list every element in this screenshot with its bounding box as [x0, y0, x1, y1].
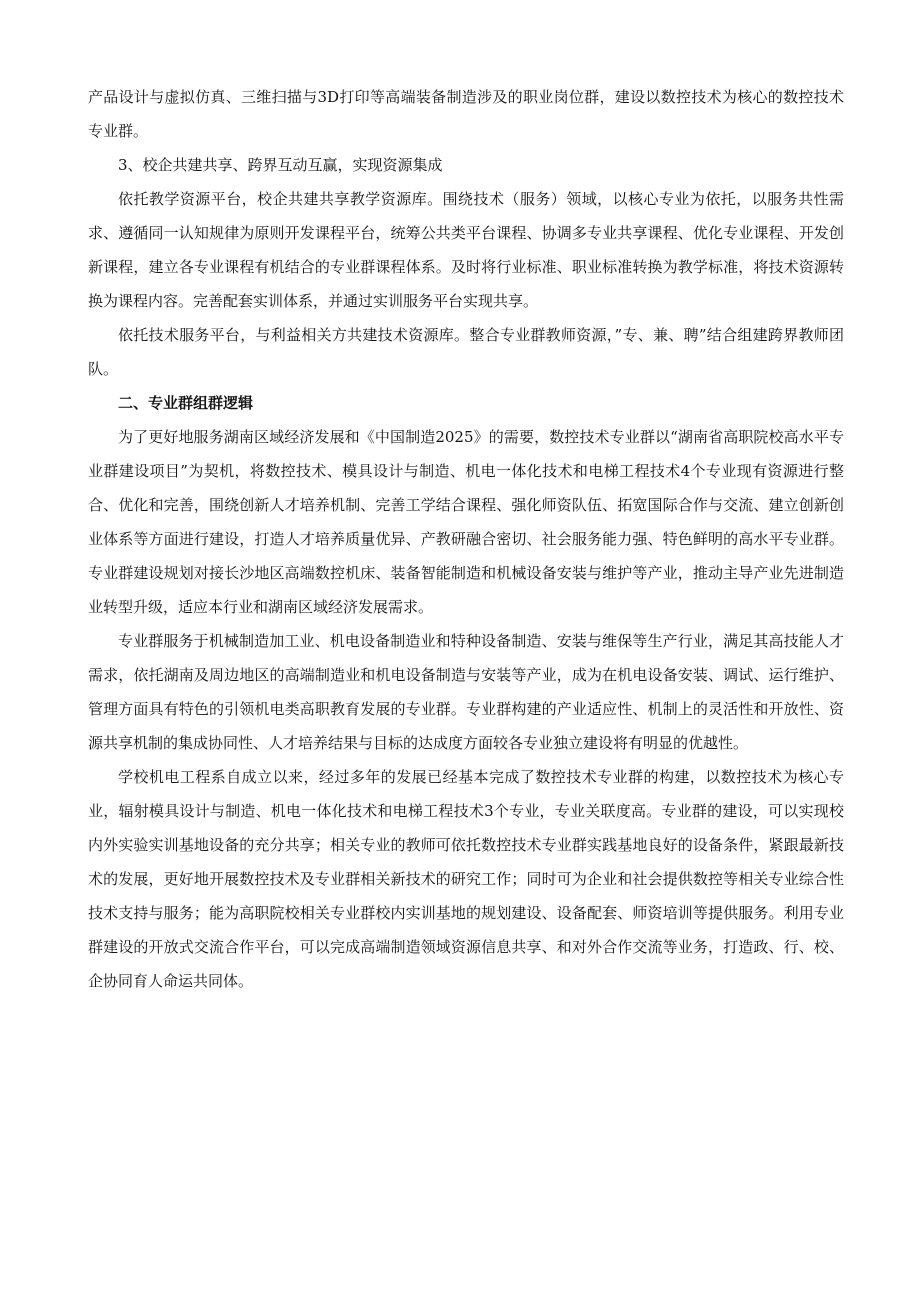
paragraph-teaching-resources: 依托教学资源平台，校企共建共享教学资源库。围绕技术（服务）领域，以核心专业为依托，以服务共性需求、遵循同一认知规律为原则开发课程平台，统筹公共类平台课程、协调多专业共享课程、优化专业课程、开发创新课程，建立各专业课程有机结合的专业群课程体系。及时将行业标准、职业标准转换为教学标准，将技术资源转换为课程内容。完善配套实训体系，并通过实训服务平台实现共享。 [88, 190, 844, 310]
section-heading-2: 二、专业群组群逻辑 [118, 394, 254, 412]
paragraph-continuation: 产品设计与虚拟仿真、三维扫描与3D打印等高端装备制造涉及的职业岗位群，建设以数控技术为核心的数控技术专业群。 [88, 88, 844, 140]
paragraph-school-development: 学校机电工程系自成立以来，经过多年的发展已经基本完成了数控技术专业群的构建，以数控技术为核心专业，辐射模具设计与制造、机电一体化技术和电梯工程技术3个专业，专业关联度高。专业群的建设，可以实现校内外实验实训基地设备的充分共享；相关专业的教师可依托数控技术专业群实践基地良好的设备条件，紧跟最新技术的发展，更好地开展数控技术及专业群相关新技术的研究工作；同时可为企业和社会提供数控等相关专业综合性技术支持与服务；能为高职院校相关专业群校内实训基地的规划建设、设备配套、师资培训等提供服务。利用专业群建设的开放式交流合作平台，可以完成高端制造领域资源信息共享、和对外合作交流等业务，打造政、行、校、企协同育人命运共同体。 [88, 768, 844, 990]
paragraph-group-logic: 为了更好地服务湖南区域经济发展和《中国制造2025》的需要，数控技术专业群以“湖南省高职院校高水平专业群建设项目”为契机，将数控技术、模具设计与制造、机电一体化技术和电梯工程技术4个专业现有资源进行整合、优化和完善，围绕创新人才培养机制、完善工学结合课程、强化师资队伍、拓宽国际合作与交流、建立创新创业体系等方面进行建设，打造人才培养质量优异、产教研融合密切、社会服务能力强、特色鲜明的高水平专业群。专业群建设规划对接长沙地区高端数控机床、装备智能制造和机械设备安装与维护等产业，推动主导产业先进制造业转型升级，适应本行业和湖南区域经济发展需求。 [88, 428, 844, 616]
paragraph-technical-resources: 依托技术服务平台，与利益相关方共建技术资源库。整合专业群教师资源，”专、兼、聘”结合组建跨界教师团队。 [88, 326, 844, 378]
paragraph-group-service: 专业群服务于机械制造加工业、机电设备制造业和特种设备制造、安装与维保等生产行业，满足其高技能人才需求，依托湖南及周边地区的高端制造业和机电设备制造与安装等产业，成为在机电设备安装、调试、运行维护、管理方面具有特色的引领机电类高职教育发展的专业群。专业群构建的产业适应性、机制上的灵活性和开放性、资源共享机制的集成协同性、人才培养结果与目标的达成度方面较各专业独立建设将有明显的优越性。 [88, 632, 844, 752]
document-page [88, 80, 844, 998]
subsection-heading-3: 3、校企共建共享、跨界互动互赢，实现资源集成 [118, 156, 443, 174]
